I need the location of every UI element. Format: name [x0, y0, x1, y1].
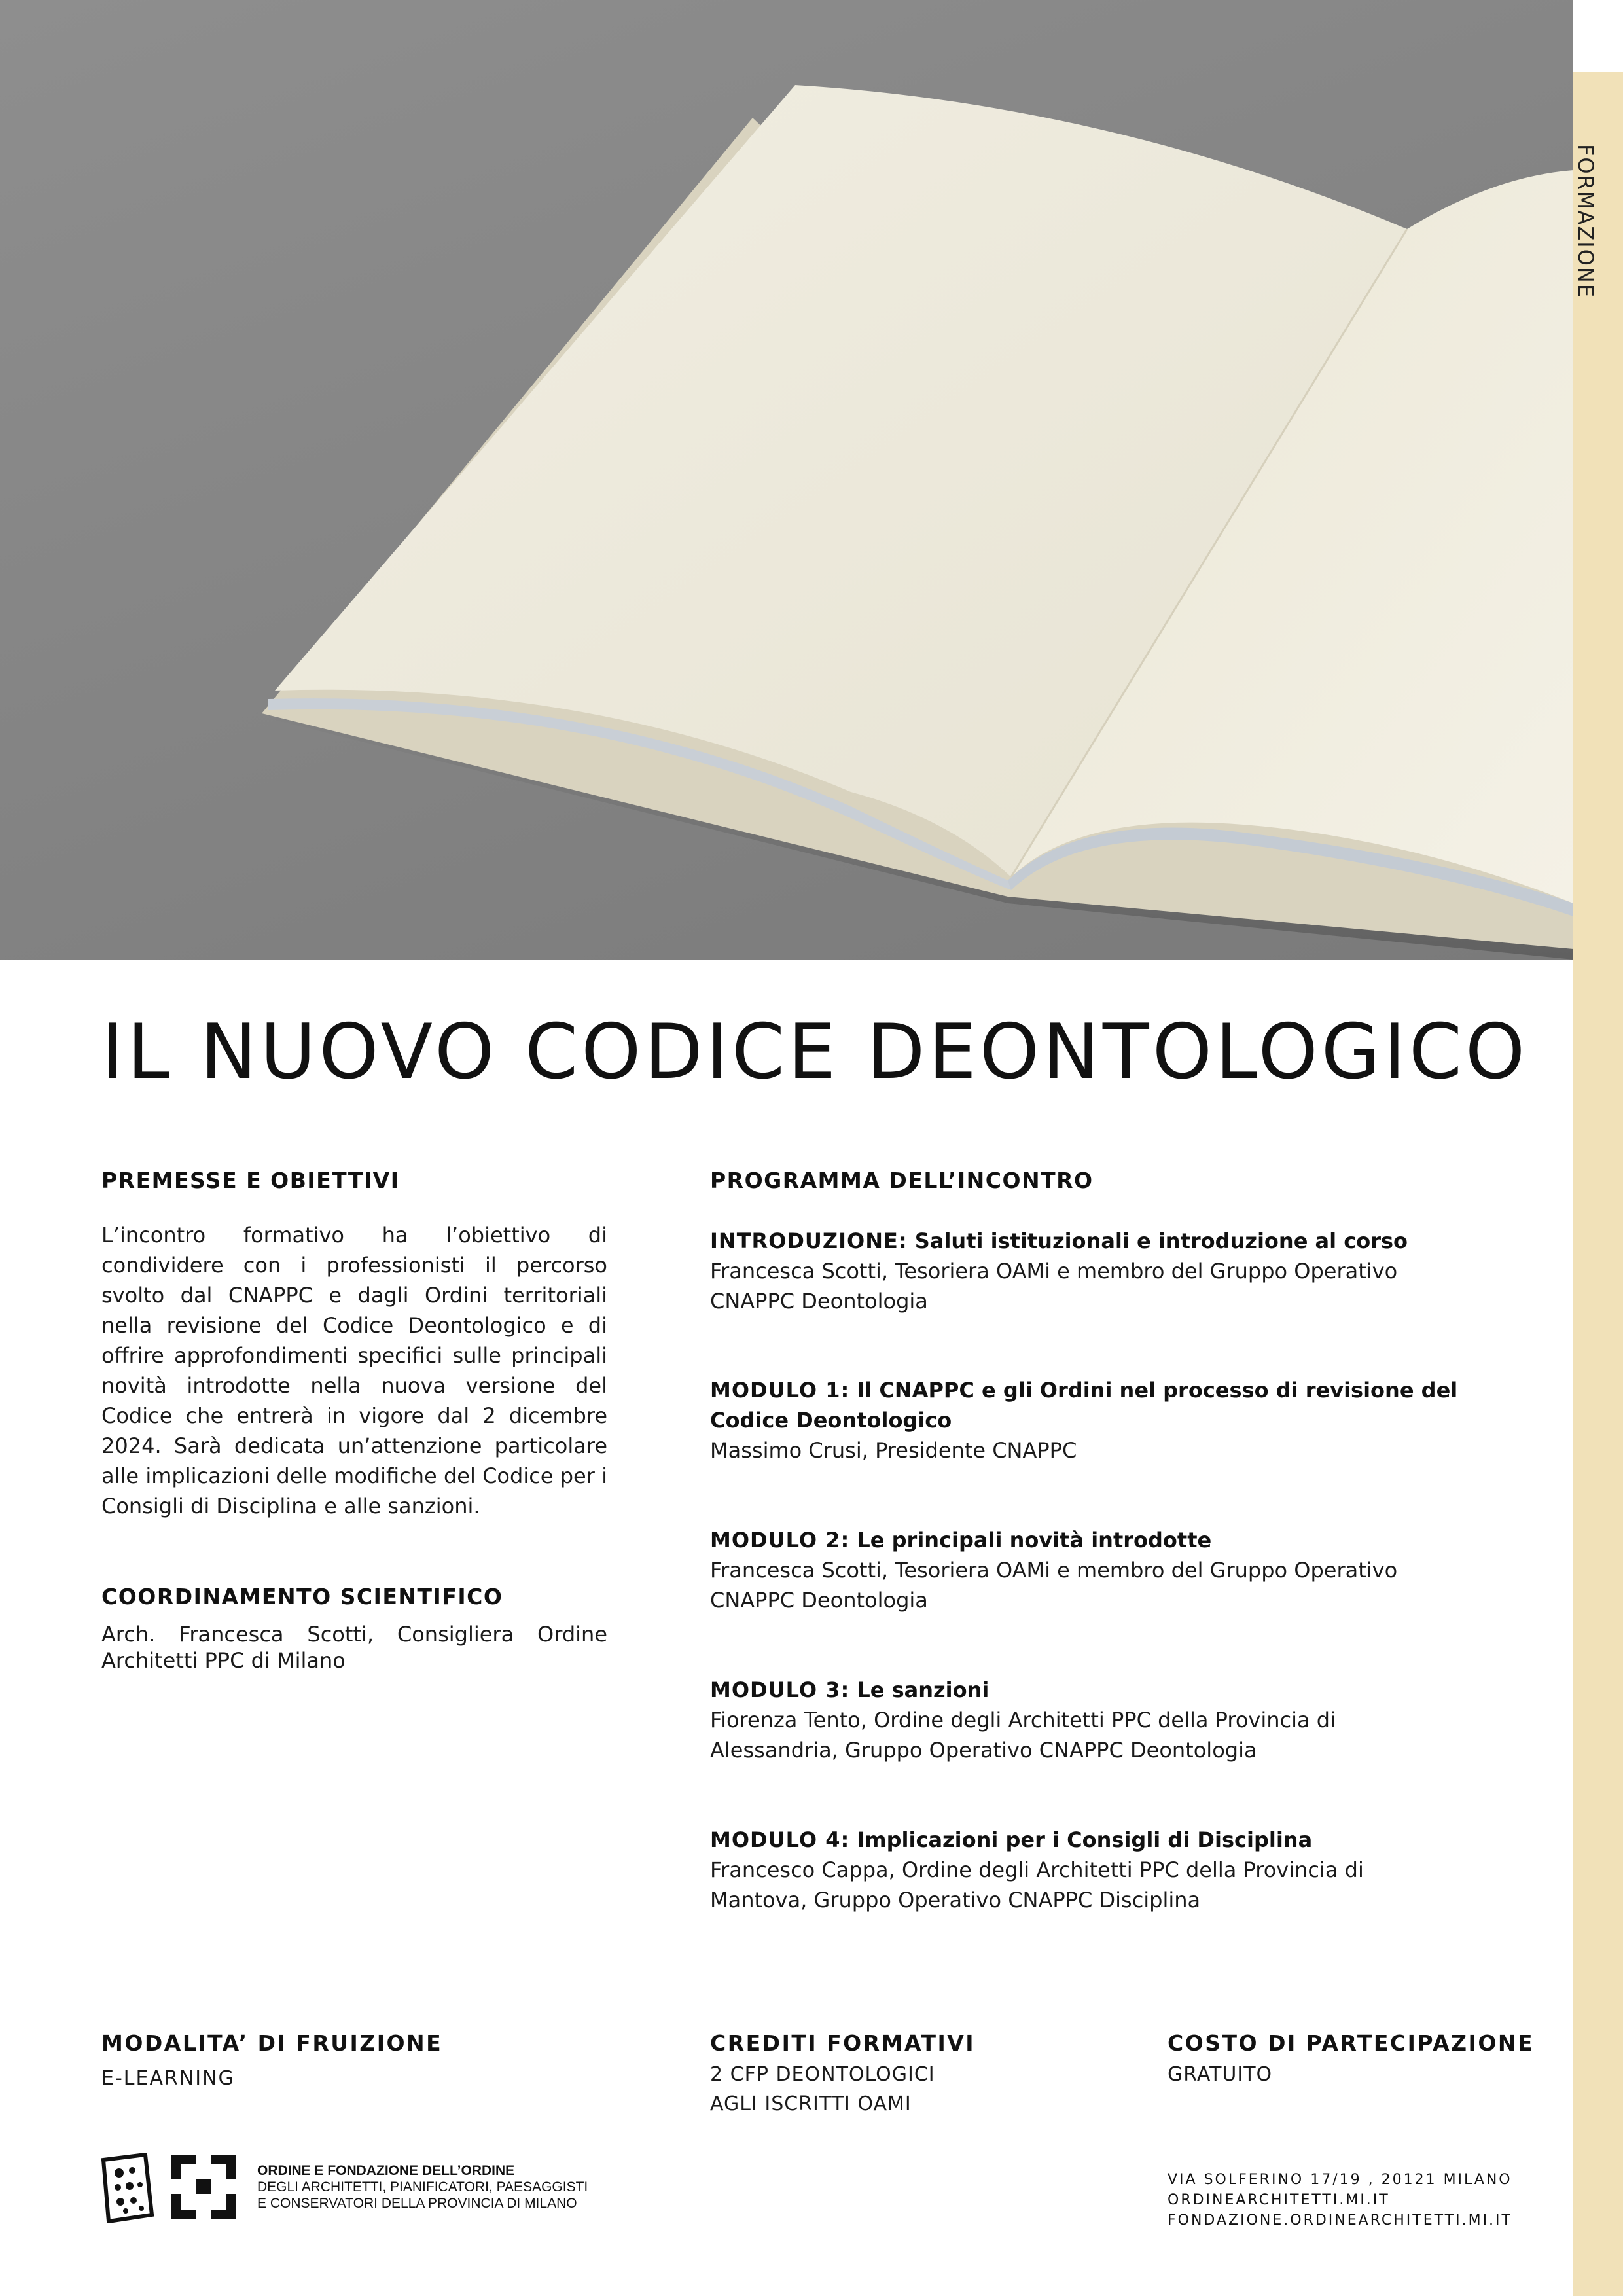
- module-label: INTRODUZIONE:: [710, 1229, 908, 1253]
- org-line-3: E CONSERVATORI DELLA PROVINCIA DI MILANO: [257, 2196, 577, 2211]
- hero-photo: [0, 0, 1573, 960]
- module-label: MODULO 3:: [710, 1677, 850, 1702]
- crediti-value-1: 2 CFP DEONTOLOGICI: [710, 2063, 935, 2086]
- module-title-text: Implicazioni per i Consigli di Disciplina: [857, 1827, 1313, 1852]
- footer-organization: [257, 2162, 588, 2212]
- module-label: MODULO 2:: [710, 1528, 850, 1552]
- footer-contacts: [1168, 2170, 1512, 2231]
- crediti-heading: CREDITI FORMATIVI: [710, 2030, 976, 2056]
- module-3: [710, 1675, 1463, 1765]
- fondazione-logo-icon: [171, 2155, 236, 2219]
- premesse-heading: PREMESSE E OBIETTIVI: [101, 1168, 400, 1193]
- module-title: [710, 1825, 1463, 1855]
- address: VIA SOLFERINO 17/19 , 20121 MILANO: [1168, 2172, 1512, 2188]
- website-link-fondazione[interactable]: FONDAZIONE.ORDINEARCHITETTI.MI.IT: [1168, 2212, 1512, 2229]
- module-title: [710, 1375, 1463, 1435]
- module-title-text: Le principali novità introdotte: [857, 1528, 1212, 1552]
- crediti-value-2: AGLI ISCRITTI OAMI: [710, 2092, 912, 2115]
- module-title-text: Le sanzioni: [857, 1677, 990, 1702]
- module-title-text: Saluti istituzionali e introduzione al corso: [914, 1229, 1408, 1253]
- module-speaker: Francesca Scotti, Tesoriera OAMi e membro del Gruppo Operativo CNAPPC Deontologia: [710, 1259, 1398, 1314]
- org-line-1: ORDINE E FONDAZIONE DELL’ORDINE: [257, 2163, 515, 2178]
- module-speaker: Massimo Crusi, Presidente CNAPPC: [710, 1438, 1077, 1463]
- module-title: [710, 1675, 1463, 1705]
- org-line-2: DEGLI ARCHITETTI, PIANIFICATORI, PAESAGGISTI: [257, 2179, 588, 2195]
- costo-value: GRATUITO: [1168, 2063, 1273, 2086]
- module-speaker: Francesco Cappa, Ordine degli Architetti PPC della Provincia di Mantova, Gruppo Operativo CNAPPC Disciplina: [710, 1857, 1364, 1912]
- module-label: MODULO 4:: [710, 1827, 850, 1852]
- modalita-heading: MODALITA’ DI FRUIZIONE: [101, 2030, 443, 2056]
- module-2: [710, 1525, 1463, 1615]
- module-title: [710, 1525, 1463, 1555]
- premesse-text: L’incontro formativo ha l’obiettivo di condividere con i professionisti il percorso svolto dal CNAPPC e dagli Ordini territoriali nella revisione del Codice Deontologico e di offrire approfondimenti specifici sulle principali novità introdotte nella nuova versione del Codice che entrerà in vigore dal 2 dicembre 2024. Sarà dedicata un’attenzione particolare alle implicazioni delle modifiche del Codice per i Consigli di Disciplina e alle sanzioni.: [101, 1223, 607, 1518]
- open-booklet-illustration: [0, 0, 1573, 960]
- module-speaker: Fiorenza Tento, Ordine degli Architetti PPC della Provincia di Alessandria, Gruppo Operativo CNAPPC Deontologia: [710, 1708, 1336, 1763]
- costo-heading: COSTO DI PARTECIPAZIONE: [1168, 2030, 1535, 2056]
- modalita-value: E-LEARNING: [101, 2067, 235, 2090]
- page-title: IL NUOVO CODICE DEONTOLOGICO: [101, 1008, 1529, 1096]
- coordinamento-text: Arch. Francesca Scotti, Consigliera Ordine Architetti PPC di Milano: [101, 1622, 607, 1673]
- programma-heading: PROGRAMMA DELL’INCONTRO: [710, 1168, 1094, 1193]
- module-label: MODULO 1:: [710, 1378, 850, 1403]
- module-intro: [710, 1226, 1463, 1316]
- module-title: [710, 1226, 1463, 1256]
- module-speaker: Francesca Scotti, Tesoriera OAMi e membro del Gruppo Operativo CNAPPC Deontologia: [710, 1558, 1398, 1613]
- website-link[interactable]: ORDINEARCHITETTI.MI.IT: [1168, 2192, 1390, 2208]
- module-1: [710, 1375, 1463, 1465]
- side-label: FORMAZIONE: [1573, 144, 1598, 299]
- coordinamento-heading: COORDINAMENTO SCIENTIFICO: [101, 1584, 503, 1609]
- side-band: [1573, 72, 1623, 2296]
- module-title-text: Il CNAPPC e gli Ordini nel processo di revisione del Codice Deontologico: [710, 1378, 1458, 1433]
- module-4: [710, 1825, 1463, 1915]
- ordine-logo-icon: [99, 2153, 154, 2223]
